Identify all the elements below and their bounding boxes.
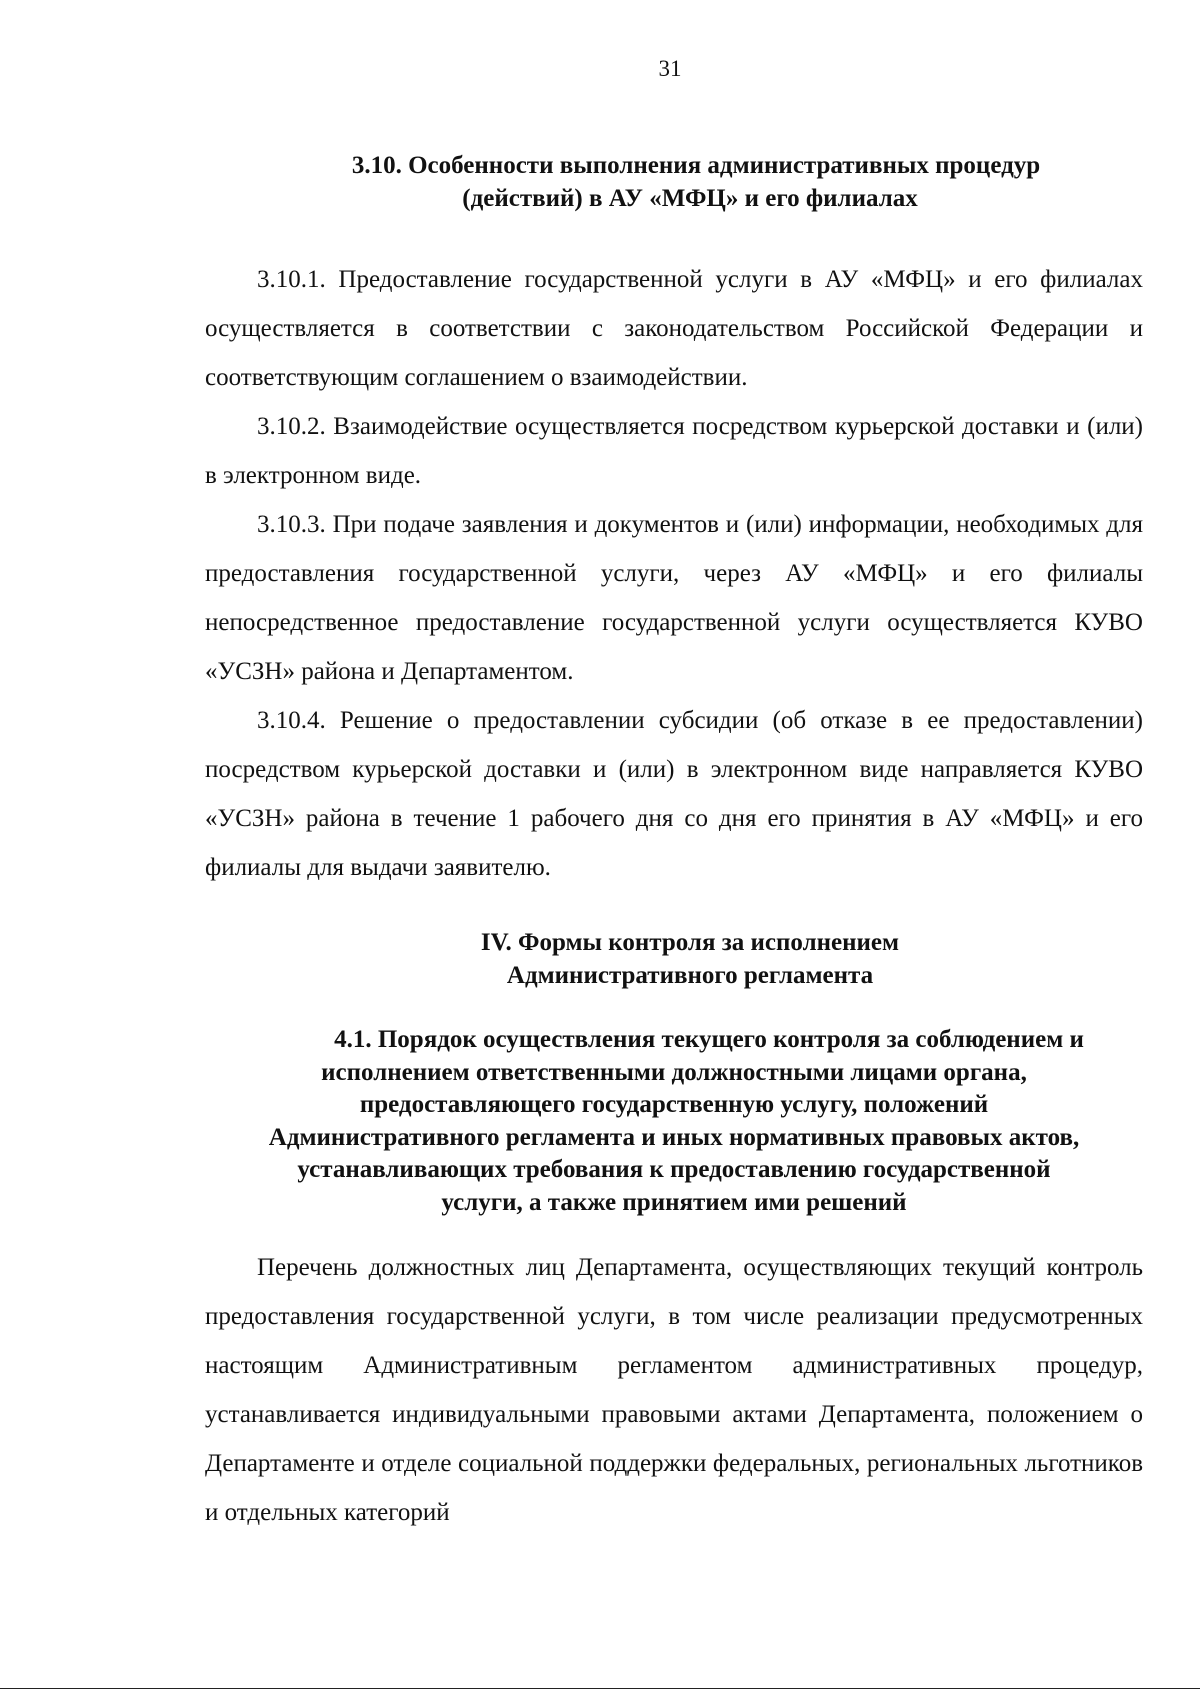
paragraph-3-10-1: 3.10.1. Предоставление государственной услуги в АУ «МФЦ» и его филиалах осуществляется в соответствии с законодательством Российской Федерации и соответствующим соглашением о взаимодействии. — [205, 266, 1143, 391]
section-4-1-heading-line-3: предоставляющего государственную услугу, положений — [359, 1091, 989, 1118]
section-4-1-heading-line-2: исполнением ответственными должностными лицами органа, — [321, 1058, 1027, 1086]
paragraph-3-10-3: 3.10.3. При подаче заявления и документов и (или) информации, необходимых для предоставления государственной услуги, через АУ «МФЦ» и его филиалы непосредственное предоставление государственной услуги осуществляется КУВО «УСЗН» района и Департаментом. — [205, 511, 1143, 685]
page-number: 31 — [658, 56, 682, 81]
paragraph-3-10-4: 3.10.4. Решение о предоставлении субсидии (об отказе в ее предоставлении) посредством курьерской доставки и (или) в электронном виде направляется КУВО «УСЗН» района в течение 1 рабочего дня со дня его принятия в АУ «МФЦ» и его филиалы для выдачи заявителю. — [205, 707, 1143, 881]
bottom-rule — [0, 1688, 1200, 1689]
section-4-1-heading-line-4: Административного регламента и иных нормативных правовых актов, — [268, 1123, 1080, 1151]
paragraph-4-1: Перечень должностных лиц Департамента, осуществляющих текущий контроль предоставления государственной услуги, в том числе реализации предусмотренных настоящим Административным регламентом административных процедур, устанавливается индивидуальными правовыми актами Департамента, положением о Департаменте и отделе социальной поддержки федеральных, региональных льготников и отдельных категорий — [205, 1254, 1143, 1526]
section-3-10-heading — [290, 150, 1090, 215]
paragraph-3-10-2: 3.10.2. Взаимодействие осуществляется посредством курьерской доставки и (или) в электронном виде. — [205, 413, 1143, 489]
section-iv-heading-line-1: IV. Формы контроля за исполнением — [480, 929, 900, 956]
section-3-10-heading-line-2: (действий) в АУ «МФЦ» и его филиалах — [462, 184, 918, 212]
section-3-10-heading-line-1: 3.10. Особенности выполнения административных процедур — [351, 152, 1041, 179]
section-4-1-heading-line-1: 4.1. Порядок осуществления текущего контроля за соблюдением и — [334, 1026, 1084, 1053]
section-iv-heading-line-2: Административного регламента — [506, 961, 874, 989]
section-iv-heading — [340, 927, 1040, 992]
section-4-1-heading — [205, 1024, 1143, 1219]
section-4-1-heading-line-6: услуги, а также принятием ими решений — [441, 1188, 907, 1216]
section-4-1-heading-line-5: устанавливающих требования к предоставлению государственной — [297, 1156, 1051, 1183]
